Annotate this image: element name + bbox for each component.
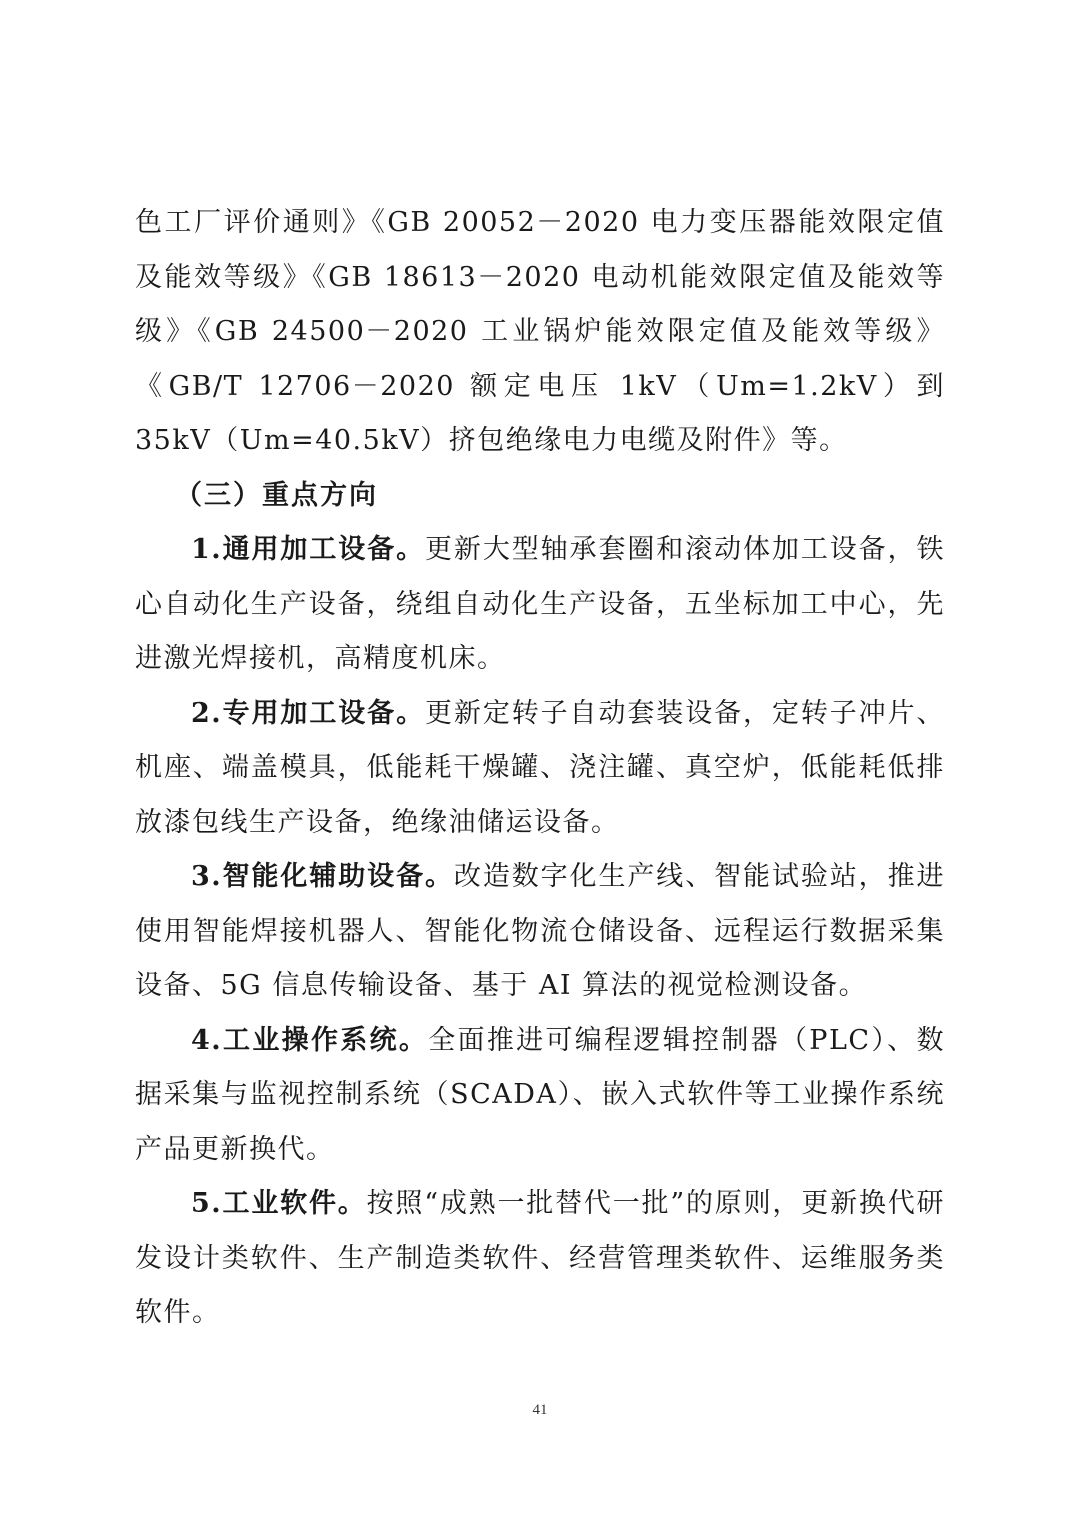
item-lead-3: 3.智能化辅助设备。 bbox=[191, 861, 454, 892]
page-number: 41 bbox=[532, 1402, 548, 1418]
item-paragraph-2 bbox=[135, 687, 945, 851]
item-text-2: 更新定转子自动套装设备，定转子冲片、机座、端盖模具，低能耗干燥罐、浇注罐、真空炉，低能耗低排放漆包线生产设备，绝缘油储运设备。 bbox=[135, 697, 946, 838]
item-paragraph-5 bbox=[135, 1177, 945, 1341]
document-body bbox=[135, 196, 945, 1341]
item-text-1: 更新大型轴承套圈和滚动体加工设备，铁心自动化生产设备，绕组自动化生产设备，五坐标加工中心，先进激光焊接机，高精度机床。 bbox=[135, 534, 946, 674]
item-lead-4: 4.工业操作系统。 bbox=[191, 1024, 429, 1056]
item-lead-1: 1.通用加工设备。 bbox=[191, 534, 425, 565]
item-lead-2: 2.专用加工设备。 bbox=[191, 697, 425, 729]
item-text-3: 改造数字化生产线、智能试验站，推进使用智能焊接机器人、智能化物流仓储设备、远程运行数据采集设备、5G 信息传输设备、基于 AI 算法的视觉检测设备。 bbox=[135, 861, 946, 1001]
item-text-5: 按照“成熟一批替代一批”的原则，更新换代研发设计类软件、生产制造类软件、经营管理类软件、运维服务类软件。 bbox=[135, 1188, 946, 1328]
item-paragraph-1 bbox=[135, 523, 945, 687]
item-lead-5: 5.工业软件。 bbox=[191, 1188, 367, 1219]
item-paragraph-3 bbox=[135, 850, 945, 1014]
item-paragraph-4 bbox=[135, 1014, 945, 1178]
item-text-4: 全面推进可编程逻辑控制器（PLC）、数据采集与监视控制系统（SCADA）、嵌入式软件等工业操作系统产品更新换代。 bbox=[135, 1024, 945, 1165]
intro-paragraph: 色工厂评价通则》《GB 20052－2020 电力变压器能效限定值及能效等级》《GB 18613－2020 电动机能效限定值及能效等级》《GB 24500－2020 工业锅炉能效限定值及能效等级》《GB/T 12706－2020 额定电压 1kV（Um=1.2kV）到 35kV（Um=40.5kV）挤包绝缘电力电缆及附件》等。 bbox=[135, 207, 945, 456]
section-heading: （三）重点方向 bbox=[175, 479, 378, 511]
